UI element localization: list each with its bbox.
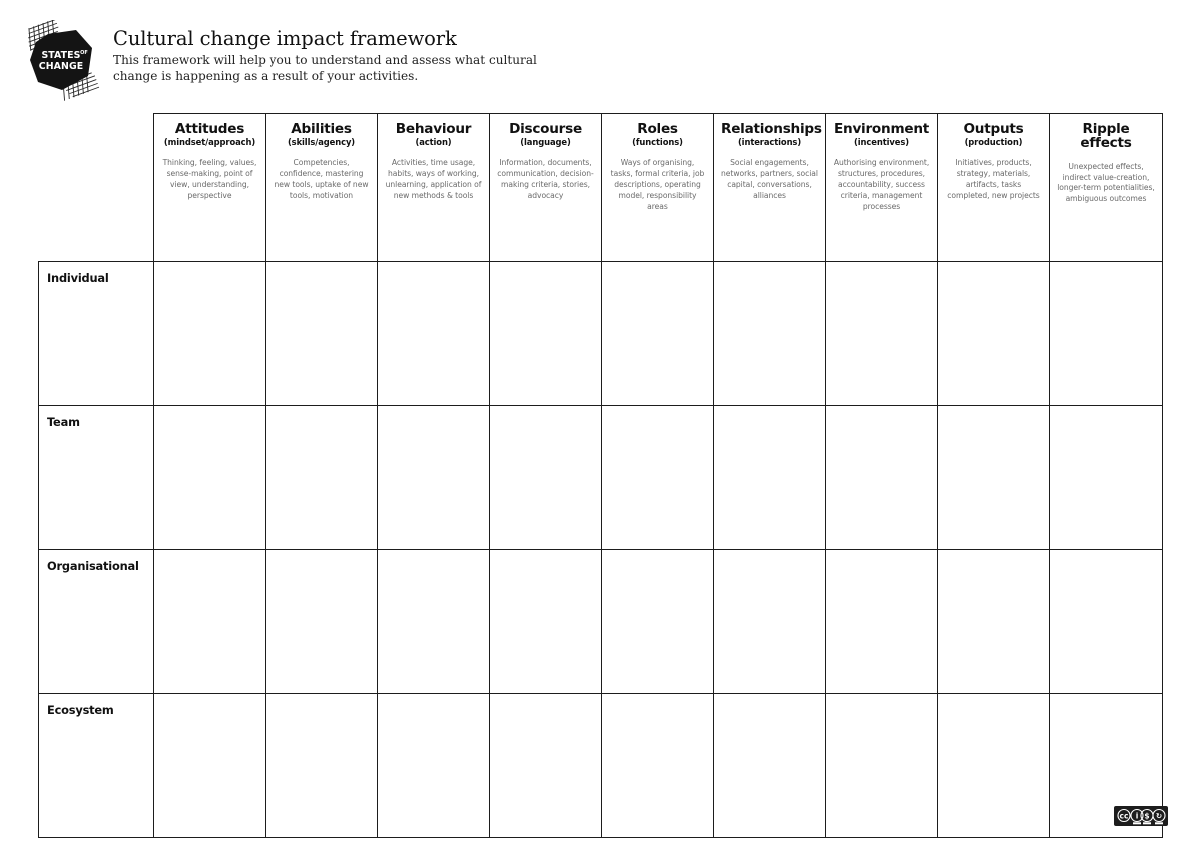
column-header-environment (826, 114, 938, 262)
table-row (39, 550, 1163, 694)
column-description: Social engagements, networks, partners, social capital, conversations, alliances (721, 158, 818, 200)
column-header-discourse (490, 114, 602, 262)
cell-team-attitudes[interactable] (154, 406, 266, 550)
svg-text:STATES: STATES (41, 50, 81, 61)
cell-organisational-environment[interactable] (826, 550, 938, 694)
cell-ecosystem-environment[interactable] (826, 694, 938, 838)
svg-text:↻: ↻ (1155, 811, 1163, 821)
cell-team-outputs[interactable] (938, 406, 1050, 550)
framework-grid (38, 113, 1163, 838)
row-label: Ecosystem (47, 703, 114, 717)
cell-individual-outputs[interactable] (938, 262, 1050, 406)
cell-organisational-abilities[interactable] (266, 550, 378, 694)
cell-individual-behaviour[interactable] (378, 262, 490, 406)
column-description: Thinking, feeling, values, sense-making, point of view, understanding, perspective (162, 158, 257, 200)
cell-team-abilities[interactable] (266, 406, 378, 550)
cc-license-icon (1114, 806, 1168, 826)
column-title: Abilities (291, 121, 352, 137)
row-header-team (39, 406, 154, 550)
cell-ecosystem-relationships[interactable] (714, 694, 826, 838)
column-header-relationships (714, 114, 826, 262)
svg-text:cc: cc (1119, 811, 1129, 821)
grid-header-row (39, 114, 1163, 262)
page-header (0, 0, 1200, 108)
column-subtitle: (incentives) (854, 137, 909, 148)
column-header-abilities (266, 114, 378, 262)
column-description: Information, documents, communication, decision-making criteria, stories, advocacy (497, 158, 594, 200)
page-subtitle: This framework will help you to understand and assess what cultural change is happening as a result of your activities. (113, 52, 537, 83)
cell-organisational-outputs[interactable] (938, 550, 1050, 694)
cell-individual-roles[interactable] (602, 262, 714, 406)
cell-team-ripple-effects[interactable] (1050, 406, 1163, 550)
row-label: Organisational (47, 559, 139, 573)
cell-organisational-relationships[interactable] (714, 550, 826, 694)
cell-organisational-roles[interactable] (602, 550, 714, 694)
column-description: Ways of organising, tasks, formal criteria, job descriptions, operating model, responsibility areas (610, 158, 705, 211)
cell-team-roles[interactable] (602, 406, 714, 550)
cell-ecosystem-behaviour[interactable] (378, 694, 490, 838)
column-title: Relationships (721, 121, 822, 137)
column-header-ripple-effects (1050, 114, 1163, 262)
row-header-individual (39, 262, 154, 406)
column-header-attitudes (154, 114, 266, 262)
column-subtitle: (skills/agency) (287, 137, 356, 148)
cell-organisational-discourse[interactable] (490, 550, 602, 694)
row-label: Individual (47, 271, 109, 285)
creative-commons-license-badge[interactable] (1114, 806, 1168, 826)
column-title: Environment (833, 121, 929, 137)
column-header-outputs (938, 114, 1050, 262)
cell-organisational-behaviour[interactable] (378, 550, 490, 694)
svg-text:OF: OF (80, 50, 88, 56)
table-row (39, 694, 1163, 838)
svg-text:i: i (1135, 811, 1139, 821)
cell-individual-discourse[interactable] (490, 262, 602, 406)
svg-text:CHANGE: CHANGE (38, 61, 84, 72)
column-description: Authorising environment, structures, procedures, accountability, success criteria, management processes (833, 158, 930, 211)
column-description: Initiatives, products, strategy, materials, artifacts, tasks completed, new projects (947, 158, 1040, 200)
row-label: Team (47, 415, 80, 429)
column-subtitle: (functions) (632, 137, 683, 148)
column-description: Competencies, confidence, mastering new tools, uptake of new tools, motivation (274, 158, 369, 200)
cell-ecosystem-abilities[interactable] (266, 694, 378, 838)
svg-text:$: $ (1144, 811, 1150, 821)
column-subtitle: (interactions) (737, 137, 802, 148)
cell-ecosystem-outputs[interactable] (938, 694, 1050, 838)
column-header-behaviour (378, 114, 490, 262)
cell-organisational-attitudes[interactable] (154, 550, 266, 694)
page-title: Cultural change impact framework (113, 27, 457, 50)
cell-individual-abilities[interactable] (266, 262, 378, 406)
cell-team-environment[interactable] (826, 406, 938, 550)
cell-individual-ripple-effects[interactable] (1050, 262, 1163, 406)
column-title: Discourse (509, 121, 582, 137)
column-subtitle: (language) (520, 137, 571, 148)
grid-corner-cell (39, 114, 154, 262)
states-of-change-logo (18, 20, 106, 102)
column-title: Behaviour (395, 121, 472, 137)
cell-organisational-ripple-effects[interactable] (1050, 550, 1163, 694)
cell-individual-relationships[interactable] (714, 262, 826, 406)
cell-individual-attitudes[interactable] (154, 262, 266, 406)
cell-ecosystem-discourse[interactable] (490, 694, 602, 838)
row-header-organisational (39, 550, 154, 694)
cell-team-discourse[interactable] (490, 406, 602, 550)
column-subtitle: (action) (415, 137, 452, 148)
cell-team-behaviour[interactable] (378, 406, 490, 550)
cell-team-relationships[interactable] (714, 406, 826, 550)
cell-ecosystem-roles[interactable] (602, 694, 714, 838)
column-header-roles (602, 114, 714, 262)
column-title: Ripple effects (1080, 121, 1132, 152)
column-description: Activities, time usage, habits, ways of working, unlearning, application of new methods & tools (385, 158, 482, 200)
column-subtitle: (mindset/approach) (163, 137, 256, 148)
column-title: Outputs (963, 121, 1024, 137)
column-subtitle: (production) (964, 137, 1023, 148)
cell-individual-environment[interactable] (826, 262, 938, 406)
column-title: Roles (637, 121, 678, 137)
title-block (113, 28, 813, 84)
column-title: Attitudes (174, 121, 245, 137)
column-description: Unexpected effects, indirect value-creation, longer-term potentialities, ambiguous outcomes (1057, 161, 1155, 204)
logo-icon (18, 20, 106, 102)
table-row (39, 262, 1163, 406)
table-row (39, 406, 1163, 550)
row-header-ecosystem (39, 694, 154, 838)
cell-ecosystem-attitudes[interactable] (154, 694, 266, 838)
